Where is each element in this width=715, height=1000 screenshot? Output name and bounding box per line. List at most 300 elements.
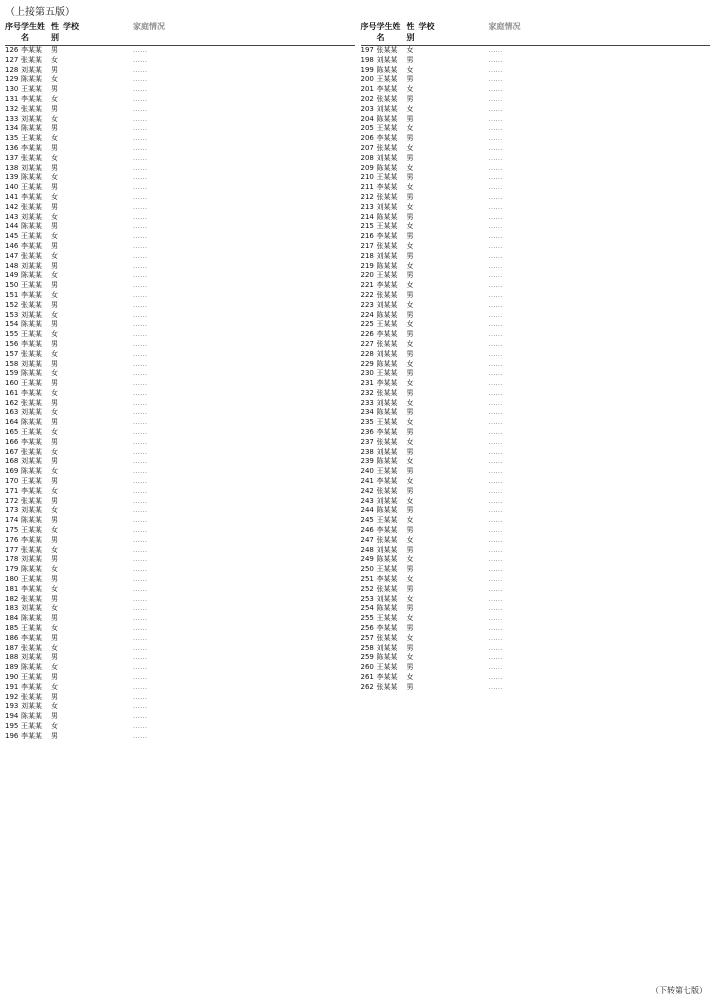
table-row	[5, 213, 355, 223]
table-cell: ……	[133, 212, 147, 221]
table-cell	[63, 722, 133, 732]
table-cell: 男	[406, 486, 414, 495]
table-cell: 王某某	[21, 183, 42, 192]
table-cell: 女	[51, 173, 58, 182]
table-row	[361, 291, 711, 301]
table-cell: ……	[133, 388, 147, 397]
table-cell: ……	[488, 271, 503, 280]
table-cell	[63, 506, 133, 516]
table-cell: 王某某	[376, 320, 398, 329]
table-cell: 251	[360, 575, 374, 584]
table-cell: 王某某	[21, 428, 42, 437]
table-cell: 李某某	[376, 330, 398, 339]
table-cell: ……	[488, 163, 503, 172]
table-row	[361, 595, 711, 605]
table-cell: ……	[133, 94, 147, 103]
table-cell: 133	[5, 114, 19, 123]
table-cell: 176	[5, 535, 19, 544]
table-row	[5, 506, 355, 516]
table-cell	[419, 555, 489, 565]
table-cell: 李某某	[21, 633, 42, 642]
table-cell: 189	[5, 663, 19, 672]
table-cell: ……	[133, 673, 147, 681]
table-cell: 197	[360, 46, 374, 54]
table-cell: 女	[51, 369, 58, 378]
table-cell	[419, 536, 489, 546]
table-cell: 男	[406, 428, 414, 437]
table-cell: 女	[51, 408, 58, 417]
table-row	[361, 320, 711, 330]
table-cell: 王某某	[376, 418, 398, 427]
continuation-header: （上接第五版）	[5, 7, 75, 18]
table-cell: ……	[133, 153, 147, 162]
table-cell: ……	[133, 369, 147, 378]
table-cell	[419, 262, 489, 272]
table-cell: ……	[488, 506, 503, 515]
right-column	[361, 21, 711, 742]
table-cell: 王某某	[376, 222, 398, 231]
table-cell: 张某某	[21, 594, 42, 603]
table-cell	[419, 683, 489, 693]
table-cell: 女	[406, 359, 414, 368]
table-cell: ……	[488, 486, 503, 495]
table-cell: 153	[5, 310, 19, 319]
table-row	[361, 487, 711, 497]
table-cell: ……	[488, 418, 503, 427]
table-cell	[419, 604, 489, 614]
table-cell: 154	[5, 320, 19, 329]
table-cell: 202	[360, 94, 374, 103]
table-cell: 刘某某	[376, 300, 398, 309]
table-row	[361, 222, 711, 232]
table-cell	[419, 526, 489, 536]
table-cell: 227	[360, 339, 374, 348]
table-cell: 257	[360, 633, 374, 642]
table-cell	[63, 575, 133, 585]
table-cell: 女	[51, 388, 58, 397]
table-cell: 262	[360, 682, 374, 691]
table-cell: 张某某	[21, 398, 42, 407]
table-cell: ……	[488, 85, 503, 94]
table-row	[361, 144, 711, 154]
table-cell: ……	[133, 114, 147, 123]
table-row	[5, 95, 355, 105]
table-row	[5, 634, 355, 644]
table-cell: ……	[133, 535, 147, 544]
table-cell: 男	[51, 653, 58, 662]
table-cell: 刘某某	[21, 114, 42, 123]
table-cell	[419, 399, 489, 409]
table-row	[361, 428, 711, 438]
table-cell: 163	[5, 408, 19, 417]
table-cell: 男	[406, 192, 414, 201]
col-gender: 性别	[51, 22, 59, 42]
table-cell: 刘某某	[376, 153, 398, 162]
table-cell	[419, 585, 489, 595]
table-cell	[419, 115, 489, 125]
table-row	[5, 291, 355, 301]
table-cell: 男	[406, 369, 414, 378]
table-cell: 李某某	[376, 379, 398, 388]
table-cell: ……	[133, 447, 147, 456]
table-row	[361, 242, 711, 252]
table-row	[5, 604, 355, 614]
table-cell: 160	[5, 379, 19, 388]
table-cell: 陈某某	[21, 173, 42, 182]
table-cell: 男	[406, 232, 414, 241]
table-cell: 张某某	[376, 290, 398, 299]
table-cell: 刘某某	[376, 643, 398, 652]
table-cell	[419, 516, 489, 526]
col-no: 序号	[5, 22, 21, 31]
table-cell: ……	[133, 721, 147, 730]
table-cell: 陈某某	[376, 457, 398, 466]
table-cell: 248	[360, 545, 374, 554]
table-cell: 张某某	[21, 496, 42, 505]
table-cell: 212	[360, 192, 374, 201]
table-cell	[63, 702, 133, 712]
table-row	[361, 252, 711, 262]
table-row	[5, 448, 355, 458]
table-cell: 男	[406, 682, 414, 691]
table-cell: 陈某某	[21, 124, 42, 133]
table-cell: 225	[360, 320, 374, 329]
table-cell: 196	[5, 731, 19, 740]
table-cell: 女	[51, 55, 58, 64]
table-cell: ……	[133, 418, 147, 427]
table-cell	[63, 203, 133, 213]
table-row	[361, 115, 711, 125]
table-cell	[419, 389, 489, 399]
table-cell: ……	[488, 398, 503, 407]
table-row	[361, 477, 711, 487]
table-cell: 男	[51, 183, 58, 192]
table-cell: 张某某	[376, 388, 398, 397]
table-cell: 男	[51, 496, 58, 505]
table-cell: 男	[51, 692, 58, 701]
table-cell: 女	[51, 565, 58, 574]
table-cell: 219	[360, 261, 374, 270]
table-cell: 女	[51, 702, 58, 711]
table-cell	[63, 614, 133, 624]
table-cell	[419, 124, 489, 134]
table-cell: ……	[488, 261, 503, 270]
table-row	[5, 399, 355, 409]
table-cell: 李某某	[21, 94, 42, 103]
table-cell	[419, 624, 489, 634]
table-cell: 130	[5, 85, 19, 94]
table-cell: 刘某某	[21, 261, 42, 270]
table-cell	[63, 271, 133, 281]
table-cell: 261	[360, 673, 374, 681]
table-cell: ……	[133, 633, 147, 642]
table-row	[5, 663, 355, 673]
table-cell: 女	[406, 124, 414, 133]
table-row	[5, 124, 355, 134]
table-cell: 男	[51, 241, 58, 250]
table-row	[5, 66, 355, 76]
table-cell: ……	[133, 330, 147, 339]
table-cell: ……	[488, 281, 503, 290]
table-cell: 229	[360, 359, 374, 368]
table-cell: 男	[406, 251, 414, 260]
table-cell: ……	[133, 506, 147, 515]
table-row	[361, 448, 711, 458]
table-cell	[419, 183, 489, 193]
table-cell: 陈某某	[376, 506, 398, 515]
table-cell: 179	[5, 565, 19, 574]
table-cell: ……	[133, 222, 147, 231]
table-cell	[63, 565, 133, 575]
table-cell: ……	[488, 222, 503, 231]
table-cell: 王某某	[21, 134, 42, 143]
table-cell	[63, 555, 133, 565]
table-cell: ……	[488, 457, 503, 466]
table-cell	[63, 291, 133, 301]
table-cell: 234	[360, 408, 374, 417]
table-row	[361, 634, 711, 644]
table-cell: 220	[360, 271, 374, 280]
table-cell	[419, 477, 489, 487]
table-row	[361, 85, 711, 95]
table-cell: ……	[133, 134, 147, 143]
table-row	[5, 75, 355, 85]
table-cell	[63, 585, 133, 595]
table-cell: 171	[5, 486, 19, 495]
table-row	[5, 311, 355, 321]
table-cell: ……	[133, 486, 147, 495]
table-cell: 刘某某	[376, 398, 398, 407]
table-row	[5, 614, 355, 624]
table-row	[5, 408, 355, 418]
table-cell	[63, 497, 133, 507]
table-row	[5, 105, 355, 115]
table-cell: 209	[360, 163, 374, 172]
table-cell: 129	[5, 75, 19, 84]
table-cell	[63, 644, 133, 654]
table-row	[5, 262, 355, 272]
table-cell: ……	[133, 604, 147, 613]
table-cell	[63, 320, 133, 330]
table-cell: 152	[5, 300, 19, 309]
table-cell	[419, 467, 489, 477]
table-row	[361, 516, 711, 526]
table-cell: 刘某某	[376, 496, 398, 505]
table-cell	[63, 546, 133, 556]
table-cell: ……	[488, 320, 503, 329]
table-cell: 王某某	[21, 477, 42, 486]
table-cell: 246	[360, 526, 374, 535]
table-cell: 250	[360, 565, 374, 574]
table-cell: 女	[406, 437, 414, 446]
table-cell	[419, 457, 489, 467]
table-cell: 男	[406, 545, 414, 554]
table-row	[361, 506, 711, 516]
table-cell: 221	[360, 281, 374, 290]
table-cell: 陈某某	[21, 516, 42, 525]
table-cell: 女	[406, 633, 414, 642]
table-row	[5, 565, 355, 575]
table-cell: 刘某某	[21, 506, 42, 515]
table-cell: 男	[406, 643, 414, 652]
table-cell	[63, 467, 133, 477]
table-cell: ……	[133, 241, 147, 250]
table-row	[5, 575, 355, 585]
table-cell: ……	[488, 633, 503, 642]
table-cell: 143	[5, 212, 19, 221]
table-row	[361, 457, 711, 467]
table-cell	[63, 624, 133, 634]
table-cell	[419, 213, 489, 223]
table-row	[5, 301, 355, 311]
table-cell: 190	[5, 673, 19, 681]
table-cell: 155	[5, 330, 19, 339]
table-row	[361, 281, 711, 291]
table-cell: 男	[51, 281, 58, 290]
table-cell: 228	[360, 349, 374, 358]
table-cell: 刘某某	[376, 545, 398, 554]
table-cell: 178	[5, 555, 19, 564]
table-cell: 张某某	[376, 241, 398, 250]
table-cell: 249	[360, 555, 374, 564]
table-cell: 235	[360, 418, 374, 427]
table-cell: 男	[406, 526, 414, 535]
table-cell: ……	[488, 202, 503, 211]
table-row	[5, 516, 355, 526]
table-cell	[63, 183, 133, 193]
table-cell: 男	[51, 614, 58, 623]
table-cell: 144	[5, 222, 19, 231]
table-cell: 男	[51, 202, 58, 211]
table-cell: ……	[488, 153, 503, 162]
table-cell: 男	[406, 349, 414, 358]
table-cell: 185	[5, 624, 19, 633]
table-cell: 男	[51, 633, 58, 642]
table-cell: 张某某	[21, 447, 42, 456]
table-cell: 男	[406, 55, 414, 64]
table-cell: 女	[51, 192, 58, 201]
table-cell: 刘某某	[21, 212, 42, 221]
table-cell: 240	[360, 467, 374, 476]
table-cell: 男	[51, 104, 58, 113]
table-cell: 女	[406, 281, 414, 290]
continuation-footer: （下转第七版）	[651, 986, 707, 995]
table-cell: 141	[5, 192, 19, 201]
table-row	[5, 389, 355, 399]
table-cell: 李某某	[21, 584, 42, 593]
table-cell	[63, 683, 133, 693]
table-cell: ……	[488, 124, 503, 133]
table-cell: 135	[5, 134, 19, 143]
table-cell: 王某某	[21, 526, 42, 535]
table-cell: 李某某	[21, 535, 42, 544]
table-cell	[63, 164, 133, 174]
table-cell: ……	[133, 183, 147, 192]
table-row	[361, 330, 711, 340]
table-cell: 男	[51, 339, 58, 348]
table-cell: ……	[133, 75, 147, 84]
table-row	[5, 115, 355, 125]
table-cell: 243	[360, 496, 374, 505]
table-cell: 刘某某	[376, 55, 398, 64]
table-cell	[419, 301, 489, 311]
table-cell: 233	[360, 398, 374, 407]
col-name: 学生姓名	[376, 22, 401, 42]
table-cell: 162	[5, 398, 19, 407]
table-cell: 王某某	[21, 379, 42, 388]
table-cell	[63, 95, 133, 105]
table-cell: 182	[5, 594, 19, 603]
table-cell	[63, 75, 133, 85]
table-cell: 173	[5, 506, 19, 515]
table-cell: ……	[133, 192, 147, 201]
table-row	[5, 340, 355, 350]
table-cell	[63, 389, 133, 399]
table-cell: 170	[5, 477, 19, 486]
table-row	[5, 555, 355, 565]
table-row	[361, 389, 711, 399]
table-cell: 213	[360, 202, 374, 211]
table-cell: ……	[488, 477, 503, 486]
table-row	[361, 173, 711, 183]
table-cell: 女	[406, 614, 414, 623]
table-cell: ……	[488, 183, 503, 192]
table-cell	[63, 85, 133, 95]
col-no: 序号	[360, 22, 377, 31]
table-row	[5, 350, 355, 360]
table-cell: 138	[5, 163, 19, 172]
table-cell: 男	[51, 46, 58, 54]
table-cell: 174	[5, 516, 19, 525]
table-cell: 李某某	[376, 575, 398, 584]
table-cell	[419, 497, 489, 507]
table-cell: ……	[133, 477, 147, 486]
table-cell: ……	[488, 241, 503, 250]
table-cell: 168	[5, 457, 19, 466]
table-cell: ……	[488, 594, 503, 603]
table-cell: 陈某某	[376, 65, 398, 74]
table-cell: 215	[360, 222, 374, 231]
table-cell: 244	[360, 506, 374, 515]
table-row	[361, 418, 711, 428]
table-row	[5, 379, 355, 389]
table-cell: 陈某某	[376, 261, 398, 270]
table-cell: 147	[5, 251, 19, 260]
table-cell: 女	[406, 594, 414, 603]
table-cell: 128	[5, 65, 19, 74]
table-row	[5, 281, 355, 291]
table-cell	[419, 546, 489, 556]
table-cell: 134	[5, 124, 19, 133]
table-cell: 陈某某	[21, 75, 42, 84]
table-cell	[419, 487, 489, 497]
table-cell: 男	[406, 447, 414, 456]
table-row	[361, 134, 711, 144]
table-cell: 男	[51, 143, 58, 152]
table-cell: ……	[133, 457, 147, 466]
table-cell: 131	[5, 94, 19, 103]
table-cell: ……	[488, 192, 503, 201]
table-cell	[419, 173, 489, 183]
table-cell: 男	[51, 418, 58, 427]
table-cell: 女	[51, 94, 58, 103]
table-cell	[63, 115, 133, 125]
table-cell	[63, 732, 133, 742]
table-cell: 男	[51, 437, 58, 446]
table-cell	[63, 399, 133, 409]
table-cell: 张某某	[376, 94, 398, 103]
table-row	[5, 242, 355, 252]
